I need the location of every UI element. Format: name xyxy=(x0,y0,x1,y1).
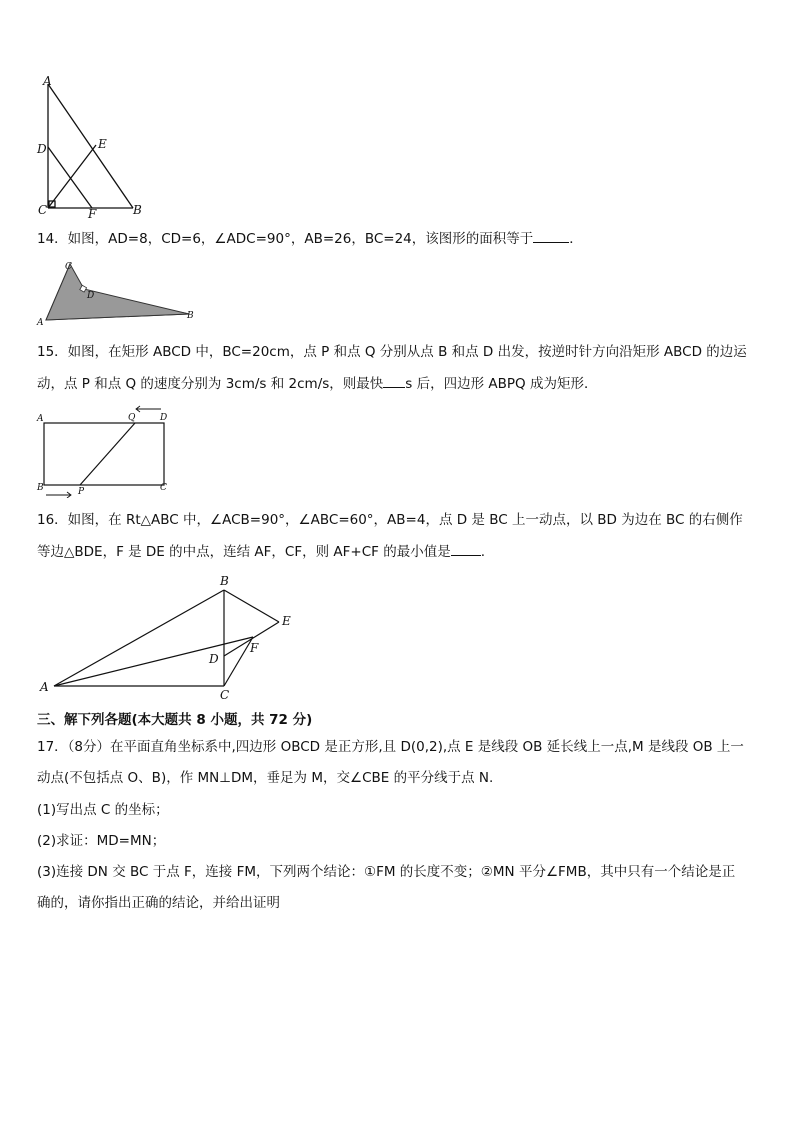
label-b: B xyxy=(37,483,44,493)
answer-blank[interactable] xyxy=(533,228,569,243)
label-q: Q xyxy=(128,413,136,423)
label-b: B xyxy=(133,203,142,217)
shaded-region xyxy=(46,264,189,320)
label-d: D xyxy=(37,142,47,156)
q16-text: 等边△BDE，F 是 DE 的中点，连结 AF，CF，则 AF+CF 的最小值是 xyxy=(37,544,451,560)
segment-af xyxy=(54,637,253,686)
label-p: P xyxy=(78,487,85,497)
label-a: A xyxy=(43,74,52,88)
question-17-part1: (1)写出点 C 的坐标； xyxy=(37,802,169,818)
q16-end: . xyxy=(480,544,485,560)
question-17-part3-line1: (3)连接 DN 交 BC 于点 F，连接 FM，下列两个结论：①FM 的长度不变；②MN 平分∠FMB，其中只有一个结论是正 xyxy=(37,864,736,880)
segment-ab xyxy=(48,84,133,208)
label-f: F xyxy=(88,207,97,221)
segment-cf xyxy=(224,637,253,686)
question-17-part3-line2: 确的，请你指出正确的结论，并给出证明 xyxy=(37,895,280,911)
figure-q16 xyxy=(34,572,304,704)
answer-blank[interactable] xyxy=(383,373,405,388)
answer-blank[interactable] xyxy=(451,541,481,556)
label-f: F xyxy=(250,641,259,655)
label-c: C xyxy=(65,262,72,272)
segment-ab xyxy=(54,590,224,686)
label-e: E xyxy=(98,137,107,151)
question-16-line1: 16．如图，在 Rt△ABC 中，∠ACB=90°，∠ABC=60°，AB=4，点 D 是 BC 上一动点，以 BD 为边在 BC 的右侧作 xyxy=(37,512,743,528)
label-e: E xyxy=(282,614,291,628)
segment-ce xyxy=(48,145,96,208)
q15-text-a: 动，点 P 和点 Q 的速度分别为 3cm/s 和 2cm/s，则最快 xyxy=(37,376,384,392)
question-15-line2 xyxy=(37,373,597,394)
question-15-line1: 15．如图，在矩形 ABCD 中，BC=20cm，点 P 和点 Q 分别从点 B 和点 D 出发，按逆时针方向沿矩形 ABCD 的边运 xyxy=(37,344,747,360)
figure-q15 xyxy=(34,400,179,498)
label-b: B xyxy=(220,574,229,588)
q14-text: 14．如图，AD=8，CD=6，∠ADC=90°，AB=26，BC=24，该图形的面积等于 xyxy=(37,231,534,247)
figure-q13 xyxy=(30,72,150,222)
rectangle-abcd xyxy=(44,423,164,485)
q14-end: ． xyxy=(569,231,583,247)
label-d: D xyxy=(160,413,168,423)
question-17-line2: 动点(不包括点 O、B)，作 MN⊥DM，垂足为 M，交∠CBE 的平分线于点 N. xyxy=(37,770,494,786)
label-b: B xyxy=(187,311,194,321)
segment-pq xyxy=(80,423,135,485)
segment-be xyxy=(224,590,279,622)
question-17-part2: (2)求证：MD=MN； xyxy=(37,833,166,849)
label-d: D xyxy=(209,652,219,666)
q15-text-b: s 后，四边形 ABPQ 成为矩形． xyxy=(405,376,598,392)
label-c: C xyxy=(160,483,167,493)
section-heading: 三、解下列各题(本大题共 8 小题，共 72 分) xyxy=(37,712,313,728)
label-a: A xyxy=(40,680,49,694)
label-a: A xyxy=(37,318,44,328)
label-a: A xyxy=(37,414,44,424)
question-17-line1: 17．（8分）在平面直角坐标系中,四边形 OBCD 是正方形,且 D(0,2),点 E 是线段 OB 延长线上一点,M 是线段 OB 上一 xyxy=(37,739,744,755)
label-c: C xyxy=(38,203,48,217)
question-14 xyxy=(37,228,583,249)
figure-q14 xyxy=(32,258,197,328)
question-16-line2 xyxy=(37,541,485,562)
label-c: C xyxy=(220,688,230,702)
label-d: D xyxy=(87,291,95,301)
